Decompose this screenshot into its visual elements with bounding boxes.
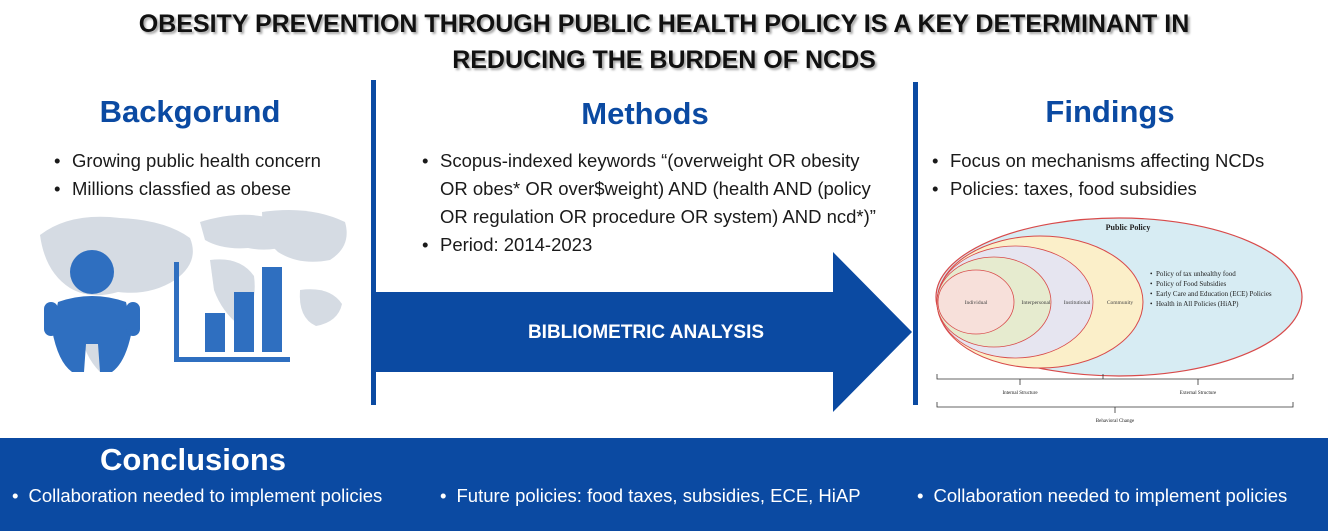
conclusion-item: • Future policies: food taxes, subsidies, ECE, HiAP (440, 485, 861, 507)
policy-item: Early Care and Education (ECE) Policies (1156, 290, 1272, 298)
conclusion-item: • Collaboration needed to implement policies (917, 485, 1287, 507)
svg-text:•: • (1150, 280, 1153, 288)
policy-item: Policy of Food Subsidies (1156, 280, 1227, 288)
arrow-label: BIBLIOMETRIC ANALYSIS (527, 322, 765, 343)
bracket-label-external: External Structure (1179, 391, 1217, 396)
svg-text:•: • (1150, 270, 1153, 278)
findings-heading: Findings (1045, 94, 1175, 129)
level-label: Individual (964, 300, 988, 306)
methods-heading: Methods (581, 96, 709, 131)
methods-item: • Period: 2014-2023 (420, 231, 890, 259)
title-line-2: REDUCING THE BURDEN OF NCDS (452, 46, 876, 74)
bracket-label-internal: Internal Structure (1002, 391, 1038, 396)
policy-item: Policy of tax unhealthy food (1156, 270, 1236, 278)
conclusions-heading: Conclusions (100, 442, 287, 477)
public-policy-label: Public Policy (1105, 223, 1151, 232)
policy-item: Health in All Policies (HiAP) (1156, 300, 1239, 308)
brackets (937, 374, 1293, 413)
svg-text:•: • (1150, 300, 1153, 308)
level-label: Interpersonal (1021, 300, 1051, 306)
level-label: Institutional (1063, 300, 1091, 306)
background-heading: Backgorund (99, 94, 281, 129)
level-label: Community (1106, 300, 1134, 306)
svg-text:•: • (1150, 290, 1153, 298)
methods-item: • Scopus-indexed keywords “(overweight OR obesity OR obes* OR over$weight) AND (health AND (policy OR regulation OR procedure OR system) AND ncd*)” (420, 147, 890, 231)
conclusion-item: • Collaboration needed to implement policies (12, 485, 382, 507)
background-item: • Millions classfied as obese (52, 175, 372, 203)
findings-item: • Focus on mechanisms affecting NCDs (930, 147, 1325, 175)
background-item: • Growing public health concern (52, 147, 372, 175)
bracket-label-behavioral: Behavioral Change (1095, 419, 1135, 424)
title-line-1: OBESITY PREVENTION THROUGH PUBLIC HEALTH POLICY IS A KEY DETERMINANT IN (138, 10, 1190, 38)
findings-item: • Policies: taxes, food subsidies (930, 175, 1325, 203)
